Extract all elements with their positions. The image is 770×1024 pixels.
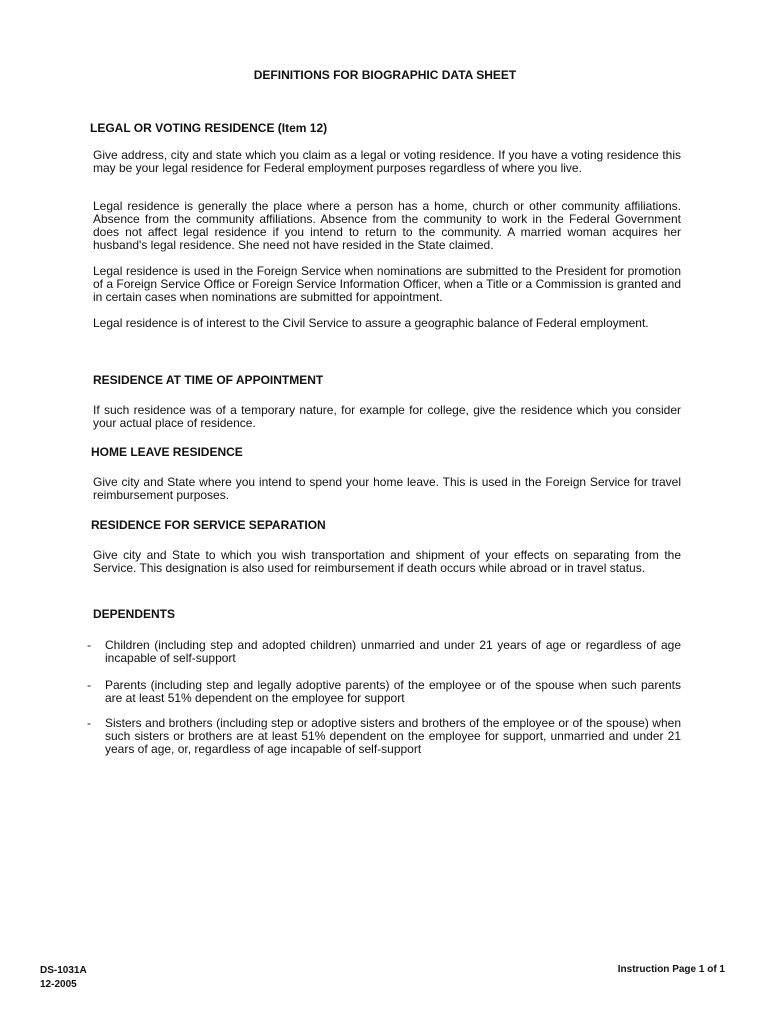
dependents-list-item: [87, 717, 681, 756]
bullet-dash: -: [87, 678, 91, 692]
bullet-dash: -: [87, 638, 91, 652]
legal-residence-paragraph-3: Legal residence is used in the Foreign Service when nominations are submitted to the President for promotion of a Foreign Service Office or Foreign Service Information Officer, when a Title or a Commission is granted and in certain cases when nominations are submitted for appointment.: [93, 264, 681, 304]
service-separation-paragraph: Give city and State to which you wish transportation and shipment of your effects on separating from the Service. This designation is also used for reimbursement if death occurs while abroad or in travel status.: [93, 548, 681, 575]
form-number: DS-1031A: [40, 965, 87, 976]
appointment-residence-paragraph: If such residence was of a temporary nature, for example for college, give the residence which you consider your actual place of residence.: [93, 403, 681, 430]
legal-residence-paragraph-1: Give address, city and state which you claim as a legal or voting residence. If you have a voting residence this may be your legal residence for Federal employment purposes regardless of where you live.: [93, 148, 681, 175]
home-leave-heading: HOME LEAVE RESIDENCE: [91, 445, 243, 459]
legal-residence-paragraph-4: Legal residence is of interest to the Civil Service to assure a geographic balance of Federal employment.: [93, 316, 649, 330]
dependents-children-text: Children (including step and adopted children) unmarried and under 21 years of age or regardless of age incapable of self-support: [105, 638, 681, 665]
page-info: Instruction Page 1 of 1: [617, 964, 725, 975]
service-separation-heading: RESIDENCE FOR SERVICE SEPARATION: [91, 518, 326, 532]
dependents-list-item: [87, 639, 681, 665]
dependents-list-item: [87, 679, 681, 705]
home-leave-paragraph: Give city and State where you intend to spend your home leave. This is used in the Foreign Service for travel reimbursement purposes.: [93, 475, 681, 502]
form-date: 12-2005: [40, 979, 77, 990]
legal-residence-heading: LEGAL OR VOTING RESIDENCE (Item 12): [90, 121, 328, 135]
dependents-siblings-text: Sisters and brothers (including step or adoptive sisters and brothers of the employee or of the spouse) when such sisters or brothers are at least 51% dependent on the employee for support, unmarried and under 21 years of age, or, regardless of age incapable of self-support: [105, 716, 681, 756]
document-title: DEFINITIONS FOR BIOGRAPHIC DATA SHEET: [253, 68, 517, 82]
legal-residence-paragraph-2: Legal residence is generally the place where a person has a home, church or other community affiliations. Absence from the community affiliations. Absence from the community to work in the Federal Government does not affect legal residence if you intend to return to the community. A married woman acquires her husband's legal residence. She need not have resided in the State claimed.: [93, 199, 681, 252]
appointment-residence-heading: RESIDENCE AT TIME OF APPOINTMENT: [93, 373, 324, 387]
dependents-heading: DEPENDENTS: [93, 607, 176, 621]
form-identifier: [40, 964, 87, 992]
bullet-dash: -: [87, 716, 91, 730]
dependents-parents-text: Parents (including step and legally adoptive parents) of the employee or of the spouse when such parents are at least 51% dependent on the employee for support: [105, 678, 681, 705]
